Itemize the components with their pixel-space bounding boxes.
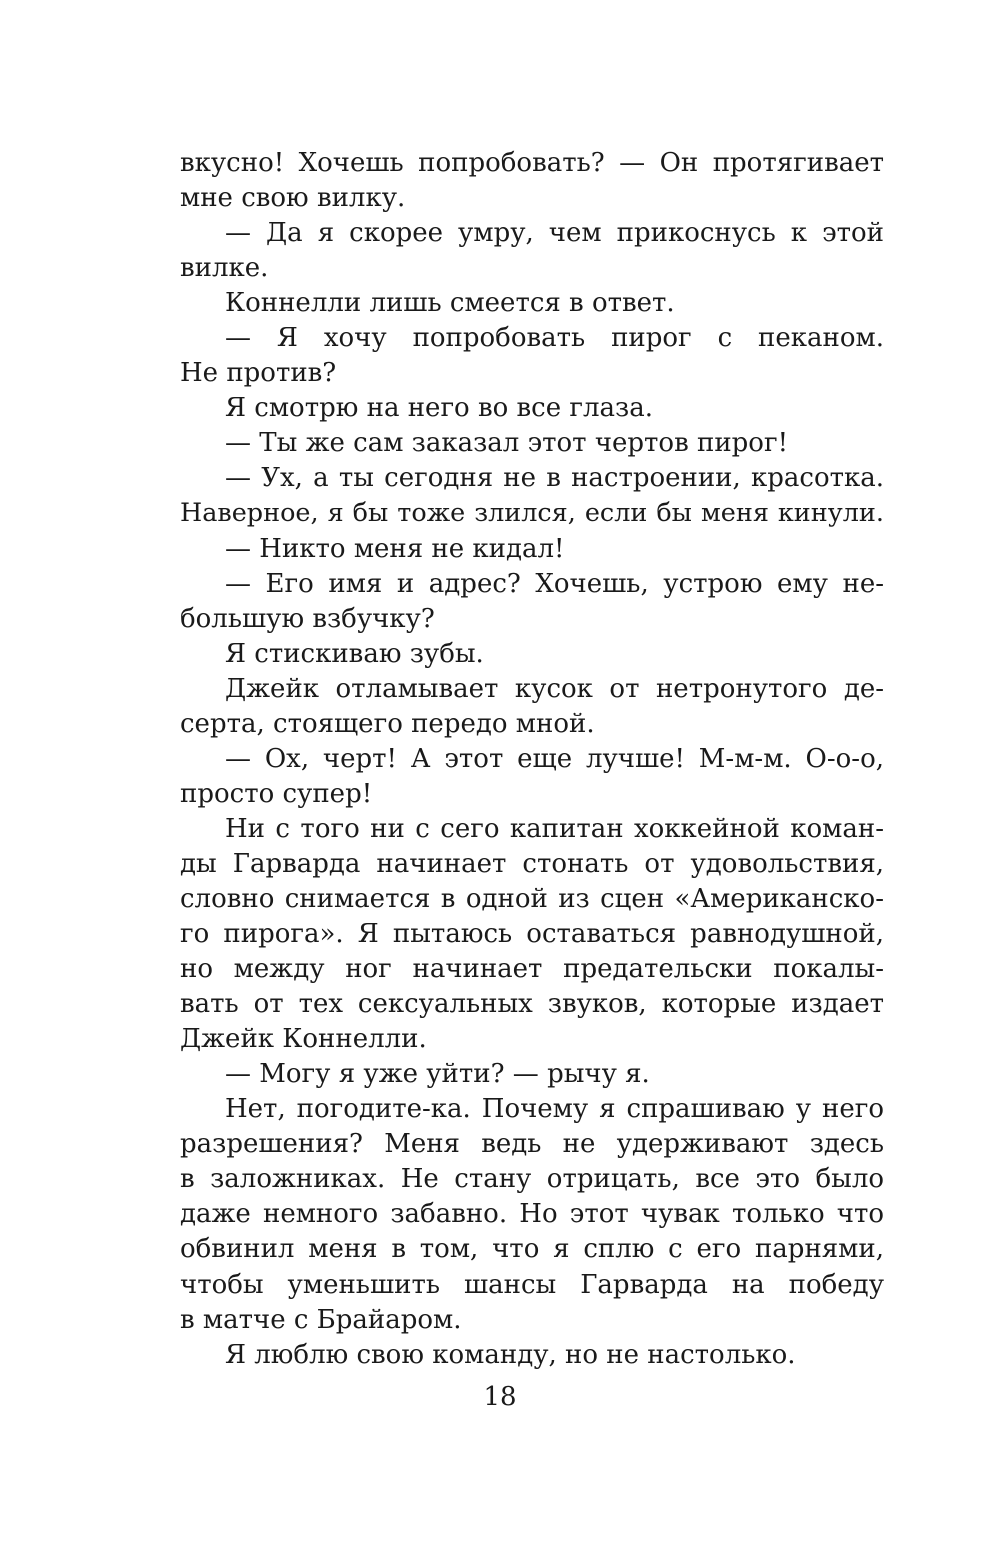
text-line: но между ног начинает предательски покалы- [180, 954, 884, 985]
text-line: — Его имя и адрес? Хочешь, устрою ему не- [225, 568, 884, 599]
text-line: — Ты же сам заказал этот чертов пирог! [225, 428, 789, 459]
text-line: Я стискиваю зубы. [225, 638, 484, 669]
text-line: даже немного забавно. Но этот чувак только что [180, 1199, 884, 1230]
page-number: 18 [483, 1382, 517, 1412]
text-line: — Ох, черт! А этот еще лучше! М-м-м. О-о-о, [225, 743, 884, 774]
body-text [180, 146, 884, 1373]
text-line: — Да я скорее умру, чем прикоснусь к этой [225, 218, 884, 249]
text-line: Не против? [180, 358, 337, 389]
text-line: большую взбучку? [180, 603, 435, 634]
text-line: Джейк отламывает кусок от нетронутого де- [225, 673, 884, 704]
text-line: го пирога». Я пытаюсь оставаться равнодушной, [180, 919, 884, 950]
text-line: чтобы уменьшить шансы Гарварда на победу [180, 1269, 884, 1300]
text-line: просто супер! [180, 778, 373, 809]
text-line: обвинил меня в том, что я сплю с его парнями, [180, 1234, 884, 1265]
text-line: Нет, погодите-ка. Почему я спрашиваю у него [225, 1094, 884, 1125]
text-line: Я люблю свою команду, но не настолько. [225, 1339, 796, 1370]
text-line: мне свою вилку. [180, 183, 406, 214]
text-line: вилке. [180, 253, 269, 284]
text-line: — Ух, а ты сегодня не в настроении, красотка. [225, 463, 884, 494]
text-line: — Я хочу попробовать пирог с пеканом. [225, 323, 884, 354]
text-line: вать от тех сексуальных звуков, которые издает [180, 989, 884, 1020]
text-line: Наверное, я бы тоже злился, если бы меня кинули. [180, 498, 884, 529]
text-line: — Могу я уже уйти? — рычу я. [225, 1059, 650, 1090]
text-line: серта, стоящего передо мной. [180, 708, 595, 739]
text-line: Я смотрю на него во все глаза. [225, 393, 653, 424]
text-line: ды Гарварда начинает стонать от удовольствия, [180, 848, 884, 879]
text-line: разрешения? Меня ведь не удерживают здесь [180, 1129, 884, 1160]
text-line: в заложниках. Не стану отрицать, все это было [180, 1164, 884, 1195]
text-line: словно снимается в одной из сцен «Американско- [180, 883, 884, 914]
text-line: вкусно! Хочешь попробовать? — Он протягивает [180, 148, 884, 178]
text-line: Джейк Коннелли. [180, 1024, 427, 1055]
text-line: — Никто меня не кидал! [225, 533, 565, 564]
text-line: Коннелли лишь смеется в ответ. [225, 288, 675, 319]
text-line: Ни с того ни с сего капитан хоккейной коман- [225, 813, 884, 844]
text-line: в матче с Брайаром. [180, 1304, 462, 1335]
